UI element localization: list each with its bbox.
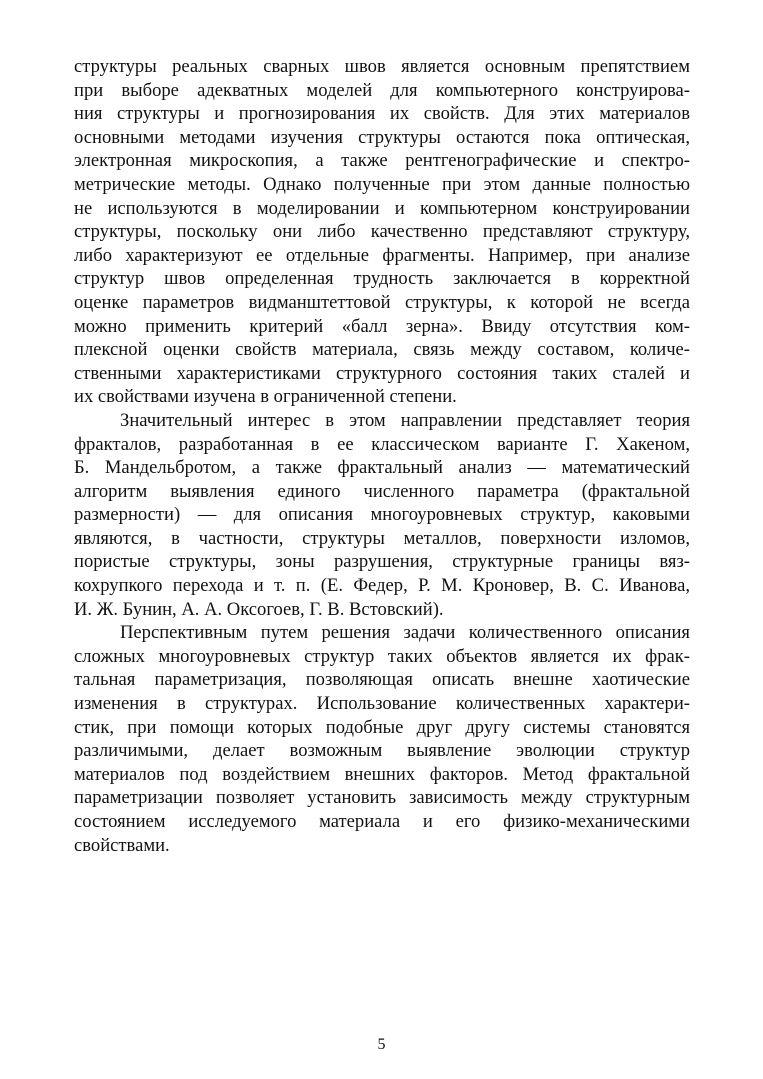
text-line: сложных многоуровневых структур таких объектов является их фрак-: [74, 645, 690, 667]
text-line: структуры реальных сварных швов является основным препятствием: [74, 56, 690, 77]
text-line: структуры, поскольку они либо качественно представляют структуру,: [74, 221, 690, 243]
text-line: изменения в структурах. Использование количественных характери-: [74, 693, 690, 715]
text-line: стик, при помощи которых подобные друг другу системы становятся: [74, 716, 690, 738]
text-line: параметризации позволяет установить зависимость между структурным: [74, 787, 690, 809]
text-line: состоянием исследуемого материала и его физико-механическими: [74, 811, 690, 832]
text-line: оценке параметров видманштеттовой структуры, к которой не всегда: [74, 291, 690, 313]
text-line: структур швов определенная трудность заключается в корректной: [74, 268, 690, 290]
text-line: алгоритм выявления единого численного параметра (фрактальной: [74, 480, 690, 502]
text-line: основными методами изучения структуры остаются пока оптическая,: [74, 126, 690, 148]
page-number: 5: [377, 1036, 386, 1053]
text-line: материалов под воздействием внешних факторов. Метод фрактальной: [74, 763, 690, 785]
text-line: пористые структуры, зоны разрушения, структурные границы вяз-: [74, 551, 690, 573]
paragraph-1: [74, 55, 690, 409]
text-line: тальная параметризация, позволяющая описать внешне хаотические: [74, 669, 690, 691]
paragraph-2: [74, 409, 690, 621]
text-line: метрические методы. Однако полученные при этом данные полностью: [74, 173, 690, 195]
text-line: при выборе адекватных моделей для компьютерного конструирова-: [74, 79, 690, 101]
text-line: Б. Мандельбротом, а также фрактальный анализ — математический: [74, 457, 690, 479]
text-line: кохрупкого перехода и т. п. (Е. Федер, Р. М. Кроновер, В. С. Иванова,: [74, 575, 690, 597]
text-line: размерности) — для описания многоуровневых структур, каковыми: [74, 504, 690, 526]
text-line: свойствами.: [74, 834, 170, 856]
text-line: можно применить критерий «балл зерна». Ввиду отсутствия ком-: [74, 315, 690, 337]
text-line: И. Ж. Бунин, А. А. Оксогоев, Г. В. Встовский).: [74, 598, 444, 620]
text-line: электронная микроскопия, а также рентгенографические и спектро-: [74, 150, 690, 172]
text-line: не используются в моделировании и компьютерном конструировании: [74, 197, 690, 219]
text-line: различимыми, делает возможным выявление эволюции структур: [74, 740, 690, 762]
text-line: Значительный интерес в этом направлении представляет теория: [120, 409, 690, 431]
paragraph-3: [74, 621, 690, 857]
text-line: Перспективным путем решения задачи количественного описания: [120, 622, 690, 644]
body-text: [74, 55, 690, 857]
text-line: ния структуры и прогнозирования их свойств. Для этих материалов: [74, 103, 690, 125]
text-line: либо характеризуют ее отдельные фрагменты. Например, при анализе: [74, 244, 690, 266]
text-line: являются, в частности, структуры металлов, поверхности изломов,: [74, 527, 690, 549]
text-line: фракталов, разработанная в ее классическом варианте Г. Хакеном,: [74, 433, 690, 455]
text-line: плексной оценки свойств материала, связь между составом, количе-: [74, 339, 690, 361]
text-line: их свойствами изучена в ограниченной степени.: [74, 386, 457, 408]
text-line: ственными характеристиками структурного состояния таких сталей и: [74, 362, 690, 384]
